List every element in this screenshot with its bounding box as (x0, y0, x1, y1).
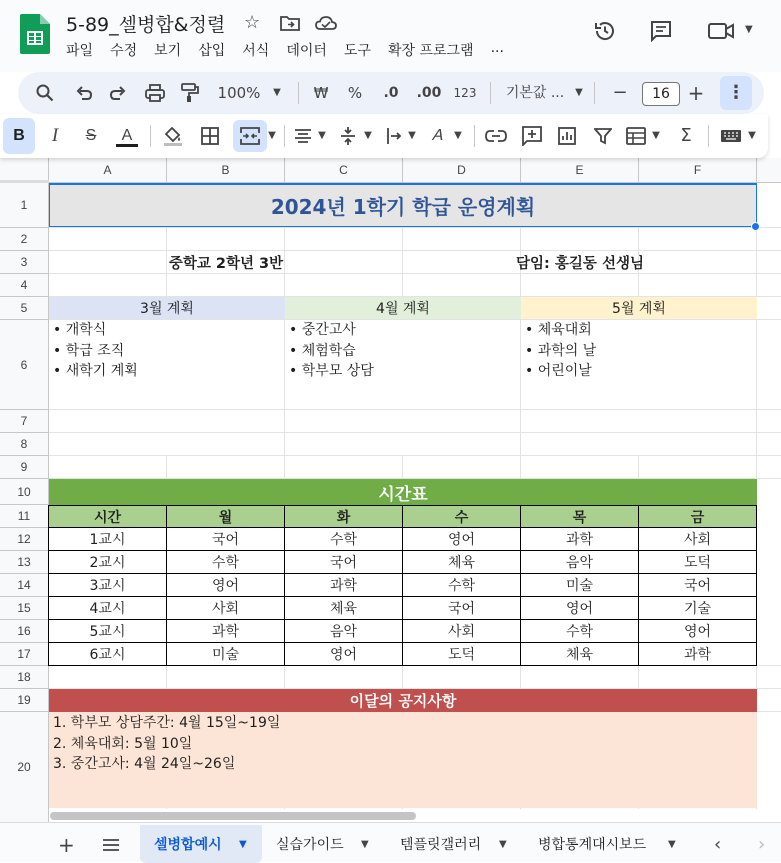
timetable-header-time[interactable]: 시간 (49, 506, 167, 528)
number-format-button[interactable]: 123 (453, 86, 477, 100)
timetable-cell[interactable]: 과학 (521, 528, 639, 551)
timetable-cell[interactable]: 음악 (285, 620, 403, 643)
timetable-header-mon[interactable]: 월 (167, 506, 285, 528)
toolbar-divider (298, 82, 299, 104)
valign-dropdown-icon[interactable]: ▼ (364, 130, 372, 141)
row-header-2[interactable]: 2 (0, 228, 49, 251)
chevron-down-icon[interactable]: ▼ (745, 24, 753, 35)
gridline (49, 455, 781, 456)
gridline (284, 320, 285, 455)
timetable-cell[interactable]: 국어 (403, 597, 521, 620)
timetable-cell[interactable]: 체육 (403, 551, 521, 574)
print-icon[interactable] (145, 84, 165, 102)
font-dropdown-icon[interactable]: ▼ (575, 87, 583, 98)
menu-extensions[interactable]: 확장 프로그램 (387, 43, 474, 59)
plan-item: • 학급 조직 (53, 342, 125, 359)
plan-item: • 어린이날 (525, 363, 592, 379)
gridline (49, 250, 781, 251)
notice-body[interactable] (49, 712, 757, 808)
row-header-10[interactable]: 10 (0, 479, 49, 505)
timetable-cell[interactable]: 음악 (521, 551, 639, 574)
decrease-font-size-button[interactable]: − (612, 82, 628, 103)
increase-font-size-button[interactable]: + (687, 81, 705, 105)
column-header-f[interactable]: F (639, 158, 757, 183)
selection-handle[interactable] (751, 222, 760, 231)
plan-body-may[interactable] (521, 320, 756, 455)
row-header-3[interactable]: 3 (0, 251, 49, 274)
toolbar-divider (284, 125, 285, 147)
cloud-icon[interactable] (315, 15, 337, 31)
wrap-icon[interactable] (386, 127, 404, 145)
gridline (49, 432, 757, 433)
timetable (48, 505, 757, 666)
plan-item: • 새학기 계획 (53, 363, 138, 379)
history-icon[interactable] (593, 19, 617, 43)
text-color-bar (116, 144, 138, 147)
column-header-g[interactable] (757, 158, 781, 183)
timetable-cell[interactable]: 체육 (521, 643, 639, 666)
menu-data[interactable]: 데이터 (286, 43, 327, 59)
timetable-header-tue[interactable]: 화 (285, 506, 403, 528)
document-title[interactable]: 5-89_셀병합&정렬 (66, 14, 226, 36)
increase-decimal-button[interactable]: .00 (416, 85, 442, 101)
timetable-cell[interactable]: 사회 (639, 528, 757, 551)
timetable-header-fri[interactable]: 금 (639, 506, 757, 528)
timetable-cell[interactable]: 도덕 (639, 551, 757, 574)
notice-item: 1. 학부모 상담주간: 4월 15일~19일 (53, 715, 281, 731)
timetable-cell[interactable]: 사회 (403, 620, 521, 643)
timetable-cell[interactable]: 기술 (639, 597, 757, 620)
all-sheets-icon[interactable] (102, 839, 120, 851)
plan-list (49, 320, 138, 382)
timetable-cell[interactable]: 수학 (167, 551, 285, 574)
gridline (49, 409, 757, 410)
star-icon[interactable]: ☆ (244, 12, 261, 33)
plan-item: • 개학식 (53, 322, 107, 338)
column-header-d[interactable]: D (403, 158, 521, 183)
timetable-cell[interactable]: 영어 (285, 643, 403, 666)
filter-icon[interactable] (594, 127, 612, 145)
undo-icon[interactable] (75, 85, 93, 101)
horizontal-scrollbar-thumb[interactable] (50, 812, 416, 820)
text-color-icon[interactable]: A (121, 127, 133, 144)
timetable-cell[interactable]: 영어 (639, 620, 757, 643)
timetable-cell[interactable]: 미술 (167, 643, 285, 666)
timetable-cell[interactable]: 4교시 (49, 597, 167, 620)
plan-body-march[interactable] (49, 320, 284, 455)
paint-format-icon[interactable] (181, 83, 199, 103)
menu-bar (66, 40, 521, 60)
timetable-cell[interactable]: 3교시 (49, 574, 167, 597)
timetable-cell[interactable]: 수학 (285, 528, 403, 551)
wrap-dropdown-icon[interactable]: ▼ (408, 130, 416, 141)
row-header-6[interactable]: 6 (0, 320, 49, 410)
align-icon[interactable] (294, 128, 312, 144)
row-header-9[interactable]: 9 (0, 456, 49, 479)
menu-view[interactable]: 보기 (154, 43, 182, 59)
scroll-tabs-left-icon[interactable]: ‹ (714, 834, 722, 855)
timetable-cell[interactable]: 국어 (639, 574, 757, 597)
column-header-b[interactable]: B (167, 158, 285, 183)
sheet-tab-3-dropdown-icon[interactable]: ▼ (499, 839, 507, 850)
plan-header-may[interactable]: 5월 계획 (521, 297, 757, 319)
teacher-label-cell[interactable]: 담임: 홍길동 선생님 (516, 255, 644, 272)
sheet-tabs-bar (0, 822, 781, 862)
align-dropdown-icon[interactable]: ▼ (318, 130, 326, 141)
menu-more[interactable]: ... (490, 40, 504, 56)
row-header-13[interactable]: 13 (0, 551, 49, 574)
sheet-tab-2-dropdown-icon[interactable]: ▼ (361, 839, 369, 850)
timetable-cell[interactable]: 영어 (403, 528, 521, 551)
column-header-e[interactable]: E (521, 158, 639, 183)
timetable-header-wed[interactable]: 수 (403, 506, 521, 528)
search-icon[interactable] (36, 84, 54, 102)
timetable-cell[interactable]: 영어 (521, 597, 639, 620)
sheet-tab-4[interactable]: 병합통계대시보드 (538, 837, 647, 853)
row-header-18[interactable]: 18 (0, 666, 49, 689)
format-toolbar (0, 114, 768, 158)
sheet-tab-2[interactable]: 실습가이드 (276, 837, 344, 853)
timetable-cell[interactable]: 수학 (521, 620, 639, 643)
fill-color-icon[interactable] (162, 125, 184, 147)
main-toolbar (18, 72, 764, 114)
row-header-20[interactable]: 20 (0, 712, 49, 822)
row-header-15[interactable]: 15 (0, 597, 49, 620)
row-header-8[interactable]: 8 (0, 433, 49, 456)
move-folder-icon[interactable] (280, 15, 300, 31)
row-header-11[interactable]: 11 (0, 505, 49, 528)
toolbar-divider (490, 82, 491, 104)
plan-item: • 체육대회 (525, 322, 592, 338)
timetable-cell[interactable]: 국어 (167, 528, 285, 551)
toolbar-divider (708, 125, 709, 147)
font-family-select[interactable]: 기본값 ... (505, 85, 565, 101)
class-label-cell[interactable]: 중학교 2학년 3반 (168, 255, 284, 272)
row-header-7[interactable]: 7 (0, 410, 49, 433)
meet-icon[interactable] (708, 22, 736, 40)
timetable-cell[interactable]: 국어 (285, 551, 403, 574)
gridline (49, 227, 781, 228)
notice-list (49, 713, 280, 775)
notice-title[interactable]: 이달의 공지사항 (49, 689, 757, 712)
plan-header-april[interactable]: 4월 계획 (285, 297, 521, 319)
redo-icon[interactable] (109, 85, 127, 101)
gridline (49, 273, 781, 274)
menu-insert[interactable]: 삽입 (198, 43, 226, 59)
gridline (520, 320, 521, 455)
currency-format-button[interactable]: ₩ (313, 84, 329, 102)
row-header-19[interactable]: 19 (0, 689, 49, 712)
table-dropdown-icon[interactable]: ▼ (652, 130, 660, 141)
bold-icon[interactable]: B (13, 127, 25, 144)
toolbar-divider (594, 82, 595, 104)
column-header-a[interactable]: A (49, 158, 167, 183)
rotate-icon[interactable]: A (430, 127, 446, 144)
sheet-tab-1[interactable]: 셀병합예시 (154, 837, 222, 853)
plan-list (285, 320, 374, 382)
timetable-title[interactable]: 시간표 (49, 479, 757, 505)
timetable-cell[interactable]: 체육 (285, 597, 403, 620)
timetable-cell[interactable]: 6교시 (49, 643, 167, 666)
plan-item: • 중간고사 (289, 322, 356, 338)
menu-file[interactable]: 파일 (66, 43, 94, 59)
plan-header-march[interactable]: 3월 계획 (49, 297, 285, 319)
chart-icon[interactable] (558, 127, 576, 145)
percent-format-button[interactable]: % (347, 84, 363, 102)
row-header-4[interactable]: 4 (0, 274, 49, 297)
timetable-cell[interactable]: 영어 (167, 574, 285, 597)
table-view-icon[interactable] (626, 127, 646, 145)
keyboard-icon[interactable] (720, 129, 742, 143)
timetable-header-thu[interactable]: 목 (521, 506, 639, 528)
title-cell[interactable]: 2024년 1학기 학급 운영계획 (49, 183, 757, 227)
insert-comment-icon[interactable] (522, 126, 542, 146)
timetable-cell[interactable]: 수학 (403, 574, 521, 597)
toolbar-divider (150, 125, 151, 147)
timetable-cell[interactable]: 과학 (639, 643, 757, 666)
timetable-cell[interactable]: 도덕 (403, 643, 521, 666)
scroll-tabs-right-icon[interactable]: › (758, 834, 766, 855)
timetable-cell[interactable]: 과학 (285, 574, 403, 597)
row-header-16[interactable]: 16 (0, 620, 49, 643)
notice-item: 3. 중간고사: 4월 24일~26일 (53, 756, 236, 772)
merge-cells-icon[interactable] (240, 127, 260, 145)
comment-icon[interactable] (650, 20, 672, 42)
strikethrough-icon[interactable]: S (85, 127, 97, 144)
more-vert-icon[interactable]: ⋮ (727, 82, 745, 103)
add-sheet-icon[interactable]: + (58, 833, 75, 857)
timetable-cell[interactable]: 2교시 (49, 551, 167, 574)
menu-format[interactable]: 서식 (242, 43, 270, 59)
timetable-cell[interactable]: 5교시 (49, 620, 167, 643)
menu-tools[interactable]: 도구 (343, 43, 371, 59)
sheet-tab-1-dropdown-icon[interactable]: ▼ (239, 839, 247, 850)
row-header-1[interactable]: 1 (0, 183, 49, 228)
rotate-dropdown-icon[interactable]: ▼ (454, 130, 462, 141)
plan-item: • 과학의 날 (525, 342, 597, 359)
merge-dropdown-icon[interactable]: ▼ (268, 130, 276, 141)
sheet-tab-4-dropdown-icon[interactable]: ▼ (668, 839, 676, 850)
functions-icon[interactable]: Σ (680, 125, 692, 146)
sheets-logo-icon[interactable] (20, 14, 50, 54)
zoom-select[interactable]: 100% (217, 84, 261, 102)
timetable-cell[interactable]: 미술 (521, 574, 639, 597)
title-bar (0, 0, 781, 72)
timetable-cell[interactable]: 1교시 (49, 528, 167, 551)
row-header-12[interactable]: 12 (0, 528, 49, 551)
row-header-5[interactable]: 5 (0, 297, 49, 320)
timetable-cell[interactable]: 사회 (167, 597, 285, 620)
column-header-c[interactable]: C (285, 158, 403, 183)
row-header-14[interactable]: 14 (0, 574, 49, 597)
font-size-input[interactable]: 16 (642, 82, 680, 106)
link-icon[interactable] (485, 129, 507, 143)
menu-edit[interactable]: 수정 (110, 43, 138, 59)
plan-item: • 학부모 상담 (289, 363, 374, 379)
valign-icon[interactable] (340, 126, 356, 146)
plan-list (521, 320, 596, 382)
plan-body-april[interactable] (285, 320, 520, 455)
row-header-17[interactable]: 17 (0, 643, 49, 666)
borders-icon[interactable] (201, 127, 219, 145)
sheet-tab-3[interactable]: 템플릿갤러리 (400, 837, 482, 853)
toolbar-divider (474, 125, 475, 147)
zoom-dropdown-icon[interactable]: ▼ (273, 87, 281, 98)
italic-icon[interactable]: I (51, 125, 59, 146)
plan-item: • 체험학습 (289, 342, 356, 359)
notice-item: 2. 체육대회: 5월 10일 (53, 735, 193, 752)
input-tools-dropdown-icon[interactable]: ▼ (748, 130, 756, 141)
decrease-decimal-button[interactable]: .0 (383, 85, 399, 101)
timetable-cell[interactable]: 과학 (167, 620, 285, 643)
spreadsheet-grid (0, 158, 781, 822)
